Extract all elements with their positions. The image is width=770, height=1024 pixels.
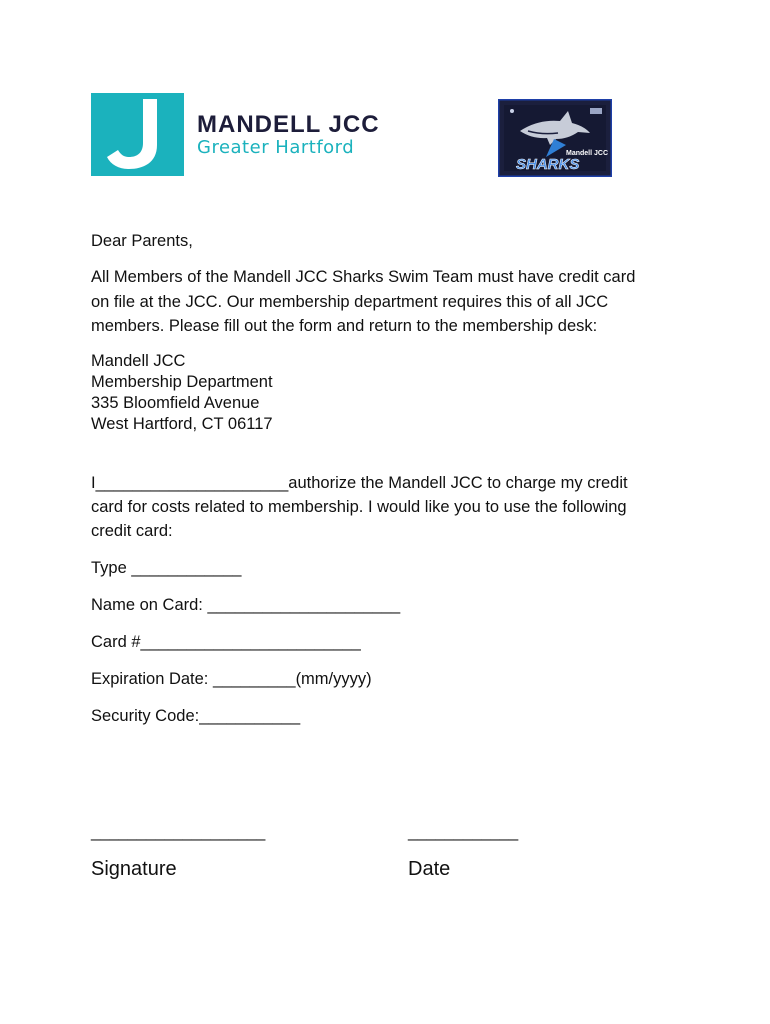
date-line[interactable]: ____________ (408, 823, 519, 841)
expiration-date-field[interactable]: Expiration Date: _________(mm/yyyy) (91, 670, 372, 688)
greeting: Dear Parents, (91, 232, 193, 250)
signature-label: Signature (91, 858, 177, 880)
team-logo-subtext: Mandell JCC (566, 150, 609, 157)
signature-line[interactable]: ___________________ (91, 823, 266, 841)
name-on-card-field[interactable]: Name on Card: _____________________ (91, 596, 401, 614)
address-line: Membership Department (91, 373, 273, 391)
shark-icon (498, 99, 612, 177)
date-label: Date (408, 858, 451, 880)
authorize-line: credit card: (91, 522, 173, 540)
sharks-team-logo (498, 99, 612, 177)
security-code-field[interactable]: Security Code:___________ (91, 707, 301, 725)
team-logo-text: SHARKS (516, 156, 580, 173)
address-line: West Hartford, CT 06117 (91, 415, 273, 433)
authorize-line: I_____________________authorize the Mandell JCC to charge my credit (91, 474, 628, 492)
intro-line: members. Please fill out the form and return to the membership desk: (91, 317, 598, 335)
brand-subtitle: Greater Hartford (197, 137, 355, 158)
brand-name: MANDELL JCC (197, 111, 380, 138)
intro-line: All Members of the Mandell JCC Sharks Swim Team must have credit card (91, 268, 636, 286)
address-line: Mandell JCC (91, 352, 186, 370)
intro-line: on file at the JCC. Our membership department requires this of all JCC (91, 293, 609, 311)
j-logo-icon (91, 93, 184, 176)
authorize-line: card for costs related to membership. I would like you to use the following (91, 498, 627, 516)
card-type-field[interactable]: Type ____________ (91, 559, 242, 577)
address-line: 335 Bloomfield Avenue (91, 394, 260, 412)
card-number-field[interactable]: Card #________________________ (91, 633, 361, 651)
mandell-jcc-logo (91, 93, 391, 177)
